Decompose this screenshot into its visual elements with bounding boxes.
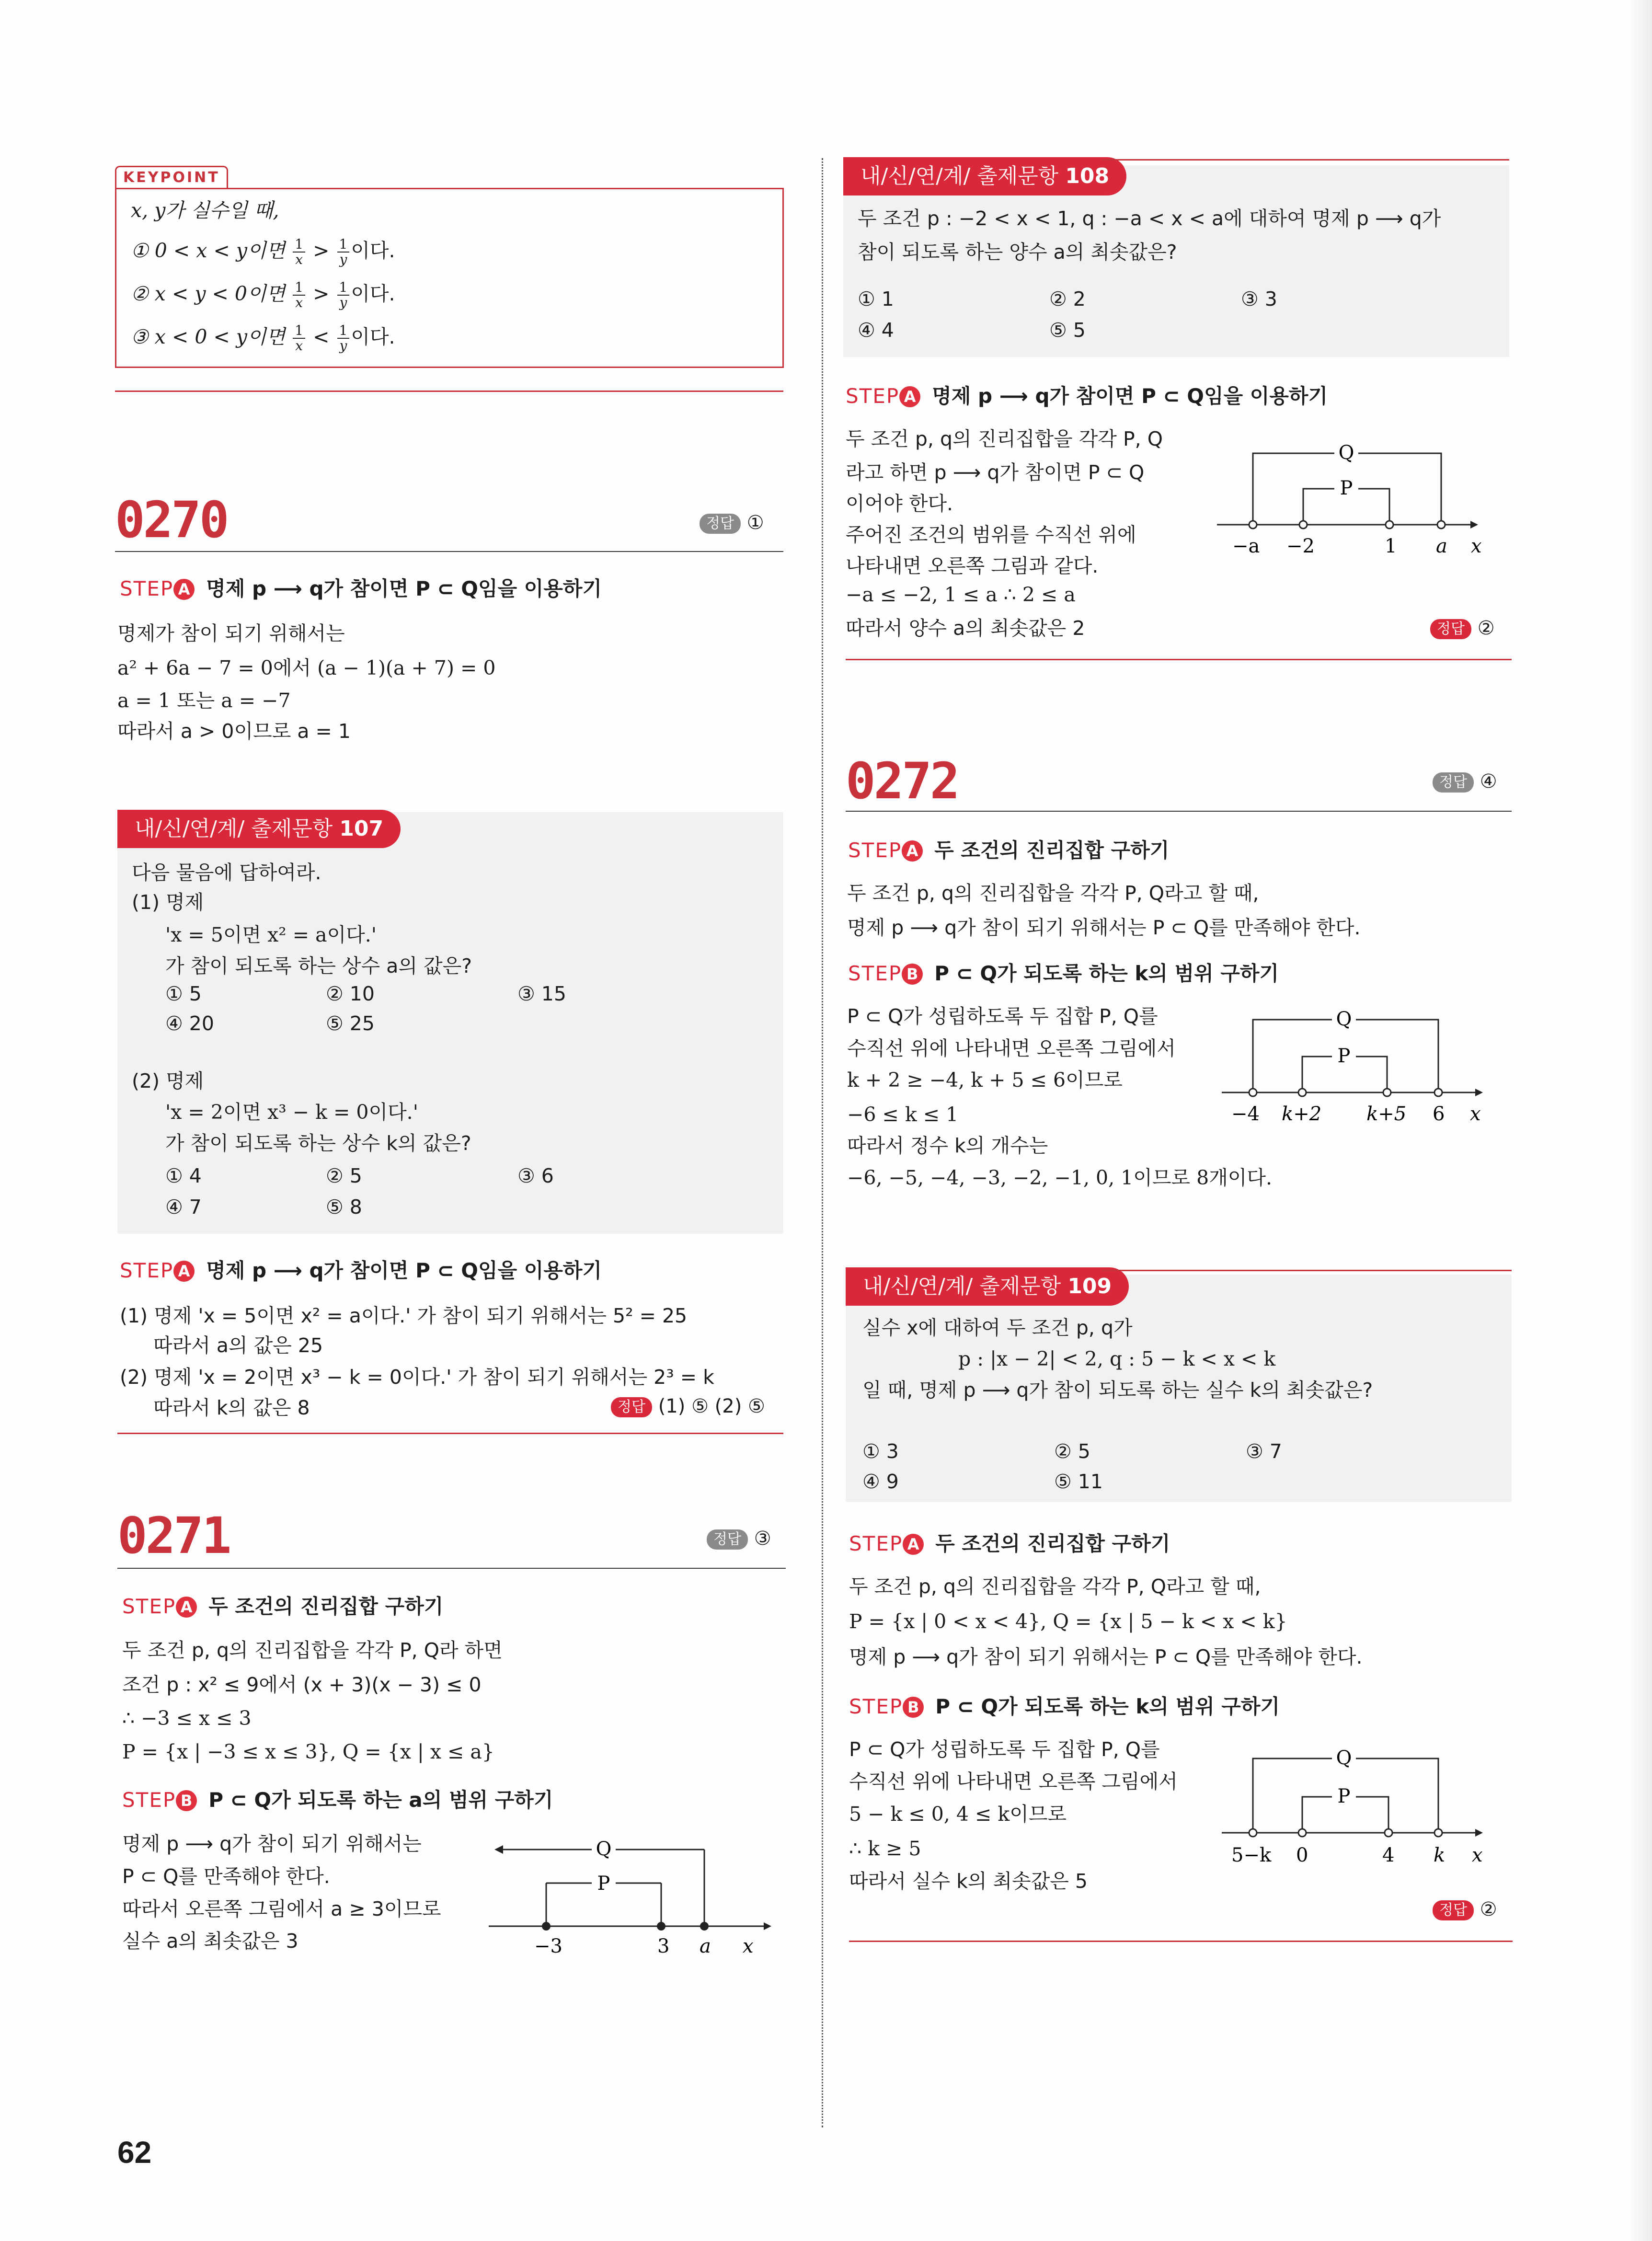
step-b-109: STEP B P ⊂ Q가 되도록 하는 k의 범위 구하기 [849,1695,1280,1718]
step-a-0272: STEP A 두 조건의 진리집합 구하기 [848,839,1170,862]
keypoint-item-1: ① 0 < x < y이면 $\frac{1}{x}$ > $\frac{1}{y}$ 이다. [131,236,395,267]
option[interactable]: ⑤ 25 [326,1012,375,1035]
tick-label: −2 [1286,535,1315,557]
section-rule [846,659,1512,660]
answer-badge: 정답 [700,514,741,534]
step-a-107: STEP A 명제 p ⟶ q가 참이면 P ⊂ Q임을 이용하기 [120,1259,602,1282]
solution-line: 두 조건 p, q의 진리집합을 각각 P, Q [846,427,1163,450]
label-p: P [597,1873,610,1895]
step-a-108: STEP A 명제 p ⟶ q가 참이면 P ⊂ Q임을 이용하기 [846,384,1328,408]
option[interactable]: ③ 7 [1246,1440,1282,1463]
keypoint-box [115,188,784,368]
answer-badge: 정답 [611,1397,652,1417]
arrow-right-icon [1475,1829,1483,1837]
solution-line: 명제 p ⟶ q가 참이 되기 위해서는 P ⊂ Q를 만족해야 한다. [849,1645,1363,1668]
solution-line: 따라서 정수 k의 개수는 [847,1134,1048,1157]
option[interactable]: ④ 20 [165,1012,214,1035]
problem-number-0270: 0270 [115,491,228,549]
page-number: 62 [117,2135,152,2170]
solution-line: 따라서 실수 k의 최솟값은 5 [849,1870,1088,1893]
question-text: 가 참이 되도록 하는 상수 a의 값은? [165,954,472,977]
solution-line: (2) 명제 'x = 2이면 x³ − k = 0이다.' 가 참이 되기 위해서는 2³ = k [120,1366,714,1389]
option[interactable]: ① 1 [858,287,894,310]
solution-line: P = {x | −3 ≤ x ≤ 3}, Q = {x | x ≤ a} [122,1740,494,1763]
question-text: 참이 되도록 하는 양수 a의 최솟값은? [858,241,1177,264]
solution-line: 따라서 양수 a의 최솟값은 2 [846,617,1085,640]
section-rule [117,1433,783,1434]
solution-line: 이어야 한다. [846,492,953,515]
tick-label: 6 [1433,1103,1445,1125]
related-question-header-108: 내/신/연/계/ 출제문항 108 [843,157,1126,195]
keypoint-item-3: ③ x < 0 < y이면 $\frac{1}{x}$ < $\frac{1}{y}$ 이다. [131,322,395,354]
option[interactable]: ⑤ 8 [326,1195,362,1218]
number-line-diagram-0271 [484,1821,781,1965]
step-a-0270: STEP A 명제 p ⟶ q가 참이면 P ⊂ Q임을 이용하기 [120,577,602,600]
answer-109: 정답 ② [1433,1898,1497,1920]
tick-label: x [1471,535,1482,557]
answer-107: 정답 (1) ⑤ (2) ⑤ [611,1395,765,1417]
tick-label: 4 [1382,1844,1395,1866]
tick-label: 3 [657,1935,670,1957]
tick-label: 5−k [1231,1844,1272,1866]
solution-line: a = 1 또는 a = −7 [117,689,291,712]
number-line-diagram-0272 [1217,1006,1495,1131]
solution-line: 두 조건 p, q의 진리집합을 각각 P, Q라고 할 때, [849,1575,1261,1598]
solution-line: 실수 a의 최솟값은 3 [122,1930,298,1953]
question-text: p : |x − 2| < 2, q : 5 − k < x < k [958,1347,1276,1370]
solution-line: 두 조건 p, q의 진리집합을 각각 P, Q라 하면 [122,1639,503,1662]
solution-line: 따라서 a의 값은 25 [153,1334,323,1357]
solution-line: 주어진 조건의 범위를 수직선 위에 [846,523,1136,546]
solution-line: k + 2 ≥ −4, k + 5 ≤ 6이므로 [847,1069,1123,1092]
solution-line: −a ≤ −2, 1 ≤ a ∴ 2 ≤ a [846,583,1076,606]
tick-label: 1 [1385,535,1397,557]
related-question-header-107: 내/신/연/계/ 출제문항 107 [117,810,401,848]
box-top-rule [1102,1270,1512,1271]
option[interactable]: ② 2 [1049,287,1086,310]
solution-line: P ⊂ Q를 만족해야 한다. [122,1865,330,1888]
solution-line: (1) 명제 'x = 5이면 x² = a이다.' 가 참이 되기 위해서는 5² = 25 [120,1304,688,1327]
option[interactable]: ④ 7 [165,1195,202,1218]
solution-line: 따라서 오른쪽 그림에서 a ≥ 3이므로 [122,1897,441,1920]
solution-line: 명제 p ⟶ q가 참이 되기 위해서는 P ⊂ Q를 만족해야 한다. [847,916,1361,939]
column-divider [822,158,823,2127]
question-text: 'x = 2이면 x³ − k = 0이다.' [165,1101,418,1124]
option[interactable]: ⑤ 11 [1054,1470,1103,1493]
tick-label: a [700,1935,711,1957]
tick-label: x [1470,1103,1481,1125]
option[interactable]: ① 3 [862,1440,899,1463]
keypoint-item-2: ② x < y < 0이면 $\frac{1}{x}$ > $\frac{1}{y}$ 이다. [131,279,395,310]
box-top-rule [1102,159,1509,161]
option[interactable]: ② 5 [326,1164,362,1187]
solution-line: 나타내면 오른쪽 그림과 같다. [846,554,1099,577]
answer-108: 정답 ② [1430,617,1495,639]
label-q: Q [1338,442,1354,464]
problem-underline [117,1568,786,1569]
solution-line: 명제 p ⟶ q가 참이 되기 위해서는 [122,1832,422,1855]
problem-underline [846,811,1512,812]
option[interactable]: ④ 9 [862,1470,899,1493]
arrow-right-icon [1475,1089,1483,1096]
problem-underline [115,551,783,552]
tick-label: x [743,1935,754,1957]
solution-line: 따라서 k의 값은 8 [153,1396,310,1419]
answer-0271: 정답 ③ [707,1528,771,1550]
label-p: P [1337,1045,1351,1067]
solution-line: P ⊂ Q가 성립하도록 두 집합 P, Q를 [849,1738,1160,1761]
label-p: P [1337,1785,1351,1807]
label-q: Q [1336,1747,1352,1769]
answer-0270: 정답 ① [700,512,764,534]
question-text: (2) 명제 [132,1069,204,1092]
problem-number-0271: 0271 [117,1506,230,1565]
number-line-diagram-108 [1212,436,1490,565]
solution-line: ∴ −3 ≤ x ≤ 3 [122,1707,252,1730]
question-text: 가 참이 되도록 하는 상수 k의 값은? [165,1132,471,1155]
solution-line: 따라서 a > 0이므로 a = 1 [117,720,351,743]
keypoint-tag: KEYPOINT [115,166,228,188]
answer-badge: 정답 [1433,772,1474,793]
option[interactable]: ③ 6 [517,1164,554,1187]
related-question-header-109: 내/신/연/계/ 출제문항 109 [846,1267,1129,1306]
option[interactable]: ⑤ 5 [1049,319,1086,342]
solution-line: a² + 6a − 7 = 0에서 (a − 1)(a + 7) = 0 [117,656,496,679]
problem-number-0272: 0272 [846,752,958,810]
keypoint-intro: x, y가 실수일 때, [131,199,279,222]
label-q: Q [596,1838,612,1860]
solution-line: 수직선 위에 나타내면 오른쪽 그림에서 [849,1770,1178,1793]
solution-line: −6 ≤ k ≤ 1 [847,1103,959,1126]
step-a-0271: STEP A 두 조건의 진리집합 구하기 [122,1595,444,1618]
option[interactable]: ③ 15 [517,982,566,1005]
solution-line: 두 조건 p, q의 진리집합을 각각 P, Q라고 할 때, [847,882,1259,905]
answer-0272: 정답 ④ [1433,770,1497,793]
tick-label: x [1472,1844,1483,1866]
solution-line: 명제가 참이 되기 위해서는 [117,622,345,645]
solution-line: P = {x | 0 < x < 4}, Q = {x | 5 − k < x < k} [849,1610,1287,1633]
answer-badge: 정답 [707,1529,748,1550]
arrow-right-icon [1470,521,1478,529]
step-b-0272: STEP B P ⊂ Q가 되도록 하는 k의 범위 구하기 [848,962,1279,985]
question-text: 실수 x에 대하여 두 조건 p, q가 [862,1316,1133,1339]
question-text: 일 때, 명제 p ⟶ q가 참이 되도록 하는 실수 k의 최솟값은? [862,1379,1373,1402]
tick-label: −3 [534,1935,562,1957]
tick-label: k+5 [1366,1103,1407,1125]
page-edge-shadow [1627,0,1652,2241]
section-rule [115,391,783,392]
solution-line: 수직선 위에 나타내면 오른쪽 그림에서 [847,1037,1176,1060]
arrow-left-icon [494,1845,503,1854]
solution-line: P ⊂ Q가 성립하도록 두 집합 P, Q를 [847,1005,1158,1028]
number-line-diagram-109 [1217,1744,1495,1873]
step-b-0271: STEP B P ⊂ Q가 되도록 하는 a의 범위 구하기 [122,1788,553,1812]
solution-line: ∴ k ≥ 5 [849,1837,921,1860]
option[interactable]: ④ 4 [858,319,894,342]
tick-label: −4 [1231,1103,1260,1125]
tick-label: −a [1232,535,1260,557]
question-text: 'x = 5이면 x² = a이다.' [165,923,377,946]
label-q: Q [1336,1008,1352,1030]
solution-line: 조건 p : x² ≤ 9에서 (x + 3)(x − 3) ≤ 0 [122,1673,482,1696]
tick-label: a [1436,535,1447,557]
question-text: 두 조건 p : −2 < x < 1, q : −a < x < a에 대하여 명제 p ⟶ q가 [858,207,1441,230]
answer-badge: 정답 [1433,1900,1474,1920]
option[interactable]: ② 10 [326,982,375,1005]
arrow-right-icon [764,1922,771,1930]
solution-line: 5 − k ≤ 0, 4 ≤ k이므로 [849,1803,1067,1826]
option[interactable]: ① 4 [165,1164,202,1187]
label-p: P [1340,477,1353,499]
question-text: (1) 명제 [132,891,204,914]
option[interactable]: ① 5 [165,982,202,1005]
option[interactable]: ② 5 [1054,1440,1090,1463]
option[interactable]: ③ 3 [1241,287,1277,310]
tick-label: k+2 [1282,1103,1322,1125]
step-a-109: STEP A 두 조건의 진리집합 구하기 [849,1532,1170,1555]
question-text: 다음 물음에 답하여라. [132,861,321,884]
answer-badge: 정답 [1430,619,1471,639]
tick-label: 0 [1296,1844,1308,1866]
solution-line: −6, −5, −4, −3, −2, −1, 0, 1이므로 8개이다. [847,1166,1273,1189]
section-rule [849,1941,1513,1942]
solution-line: 라고 하면 p ⟶ q가 참이면 P ⊂ Q [846,461,1145,484]
tick-label: k [1434,1844,1446,1866]
